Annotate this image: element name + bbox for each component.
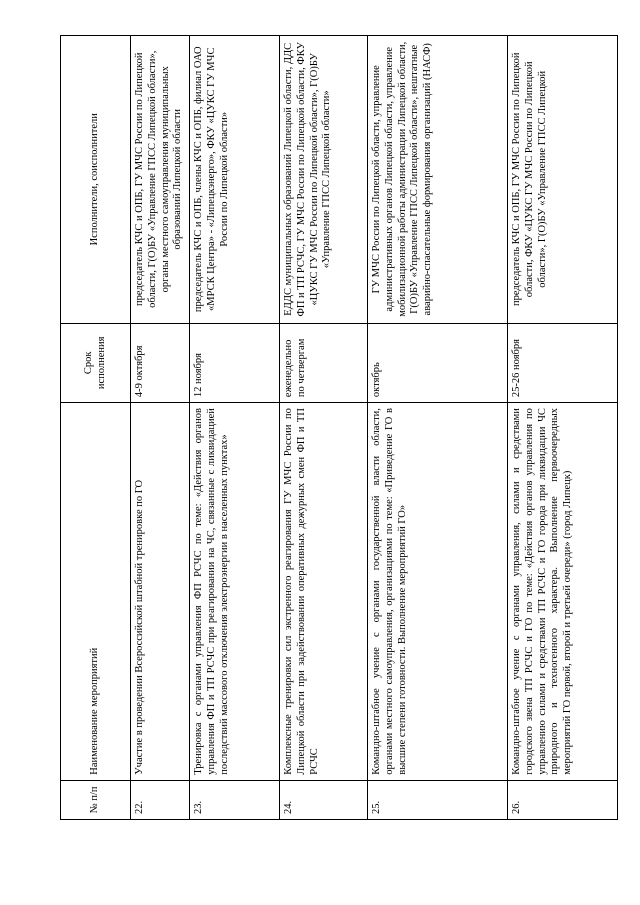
row-name: Командно-штабное учение с органами управления, силами и средствами городского звена ТП РСЧС и ГО по теме: «Действия органов управления по управлению силами и средствами ТП РСЧС и ГО города при ликвидации ЧС природного и техногенного характера. Выполнение первоочередных мероприятий ГО первой, второй и третьей очереди» (город Липецк) [508,403,618,781]
row-term: октябрь [368,323,508,403]
table-row [131,36,190,820]
rotated-table-container [60,35,620,820]
row-executors: ЕДДС муниципальных образований Липецкой области, ДДС ФП и ТП РСЧС, ГУ МЧС России по Липецкой области, ФКУ «ЦУКС ГУ МЧС России по Липецкой области», Г(О)БУ «Управление ГПСС Липецкой области» [280,36,368,324]
row-executors: председатель КЧС и ОПБ, члены КЧС и ОПБ, филиал ОАО «МРСК Центра» - «Липецкэнерго», ФКУ «ЦУКС ГУ МЧС России по Липецкой области» [190,36,280,324]
row-num: 23. [190,780,280,819]
row-num: 24. [280,780,368,819]
row-name: Командно-штабное учение с органами государственной власти области, органами местного самоуправления, организациями по теме: «Приведение ГО в высшие степени готовности. Выполнение мероприятий ГО» [368,403,508,781]
row-num: 25. [368,780,508,819]
row-term: 25-26 ноября [508,323,618,403]
row-executors: председатель КЧС и ОПБ, ГУ МЧС России по Липецкой области, Г(О)БУ «Управление ГПСС Липецкой области», органы местного самоуправления муниципальных образований Липецкой области [131,36,190,324]
row-num: 26. [508,780,618,819]
table-row [368,36,508,820]
row-term: 12 ноября [190,323,280,403]
table-header-row [61,36,131,820]
row-name: Участие в проведении Всероссийской штабной тренировке по ГО [131,403,190,781]
row-executors: ГУ МЧС России по Липецкой области, управление административных органов Липецкой области, управление мобилизационной работы администрации Липецкой области, Г(О)БУ «Управление ГПСС Липецкой области», нештатные аварийно-спасательные формирования организаций (НАСФ) [368,36,508,324]
row-name: Тренировка с органами управления ФП РСЧС по теме: «Действия органов управления ФП и ТП РСЧС при реагировании на ЧС, связанные с ликвидацией последствий массового отключения электроэнергии в населенных пунктах» [190,403,280,781]
header-executors: Исполнители, соисполнители [61,36,131,324]
header-term: Срок исполнения [61,323,131,403]
row-term: 4-9 октября [131,323,190,403]
header-num: № п/п [61,780,131,819]
row-num: 22. [131,780,190,819]
row-term: еженедельно по четвергам [280,323,368,403]
table-row [280,36,368,820]
row-name: Комплексные тренировки сил экстренного реагирования ГУ МЧС России по Липецкой области при задействовании оперативных дежурных смен ФП и ТП РСЧС [280,403,368,781]
row-executors: председатель КЧС и ОПБ, ГУ МЧС России по Липецкой области, ФКУ «ЦУКС ГУ МЧС России по Липецкой области», Г(О)БУ «Управление ГПСС Липецкой [508,36,618,324]
events-table [60,35,618,820]
header-name: Наименование мероприятий [61,403,131,781]
table-row [190,36,280,820]
table-row [508,36,618,820]
